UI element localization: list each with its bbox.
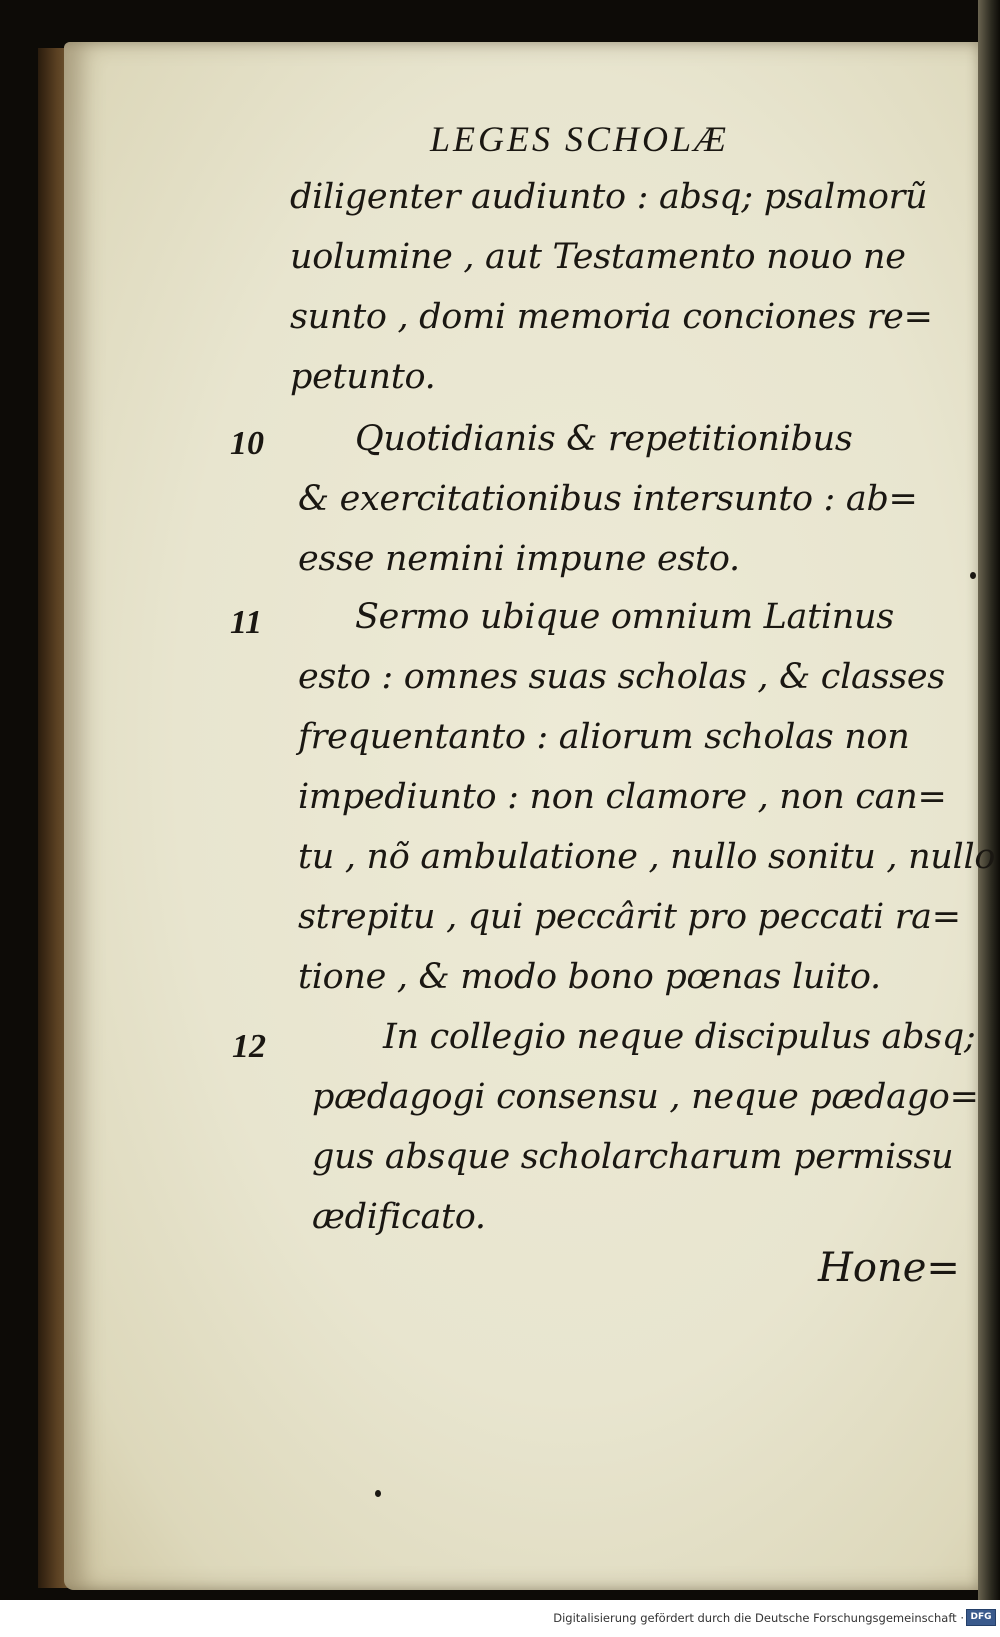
text-line: esto : omnes suas scholas , & classes xyxy=(298,657,945,697)
text-line: Quotidianis & repetitionibus xyxy=(355,419,853,459)
section-number: 11 xyxy=(230,604,263,641)
text-line: In collegio neque discipulus absq; xyxy=(383,1017,976,1057)
catchword: Hone= xyxy=(818,1245,960,1291)
section-number: 10 xyxy=(230,425,264,462)
text-line: esse nemini impune esto. xyxy=(298,539,740,579)
dfg-logo: DFG xyxy=(966,1609,996,1626)
text-line: ædificato. xyxy=(312,1197,486,1237)
section-number: 12 xyxy=(232,1028,266,1065)
text-line: sunto , domi memoria conciones re= xyxy=(290,297,933,337)
ink-fleck xyxy=(375,1490,381,1497)
text-line: frequentanto : aliorum scholas non xyxy=(298,717,910,757)
text-line: tione , & modo bono pœnas luito. xyxy=(298,957,881,997)
text-line: Sermo ubique omnium Latinus xyxy=(355,597,894,637)
text-line: uolumine , aut Testamento nouo ne xyxy=(290,237,906,277)
text-line: strepitu , qui peccârit pro peccati ra= xyxy=(298,897,961,937)
ink-fleck xyxy=(970,572,976,579)
text-line: pædagogi consensu , neque pædago= xyxy=(312,1077,979,1117)
text-line: tu , nõ ambulatione , nullo sonitu , nullo xyxy=(298,837,996,877)
text-line: & exercitationibus intersunto : ab= xyxy=(298,479,918,519)
text-line: gus absque scholarcharum permissu xyxy=(312,1137,954,1177)
text-line: petunto. xyxy=(290,357,436,397)
footer xyxy=(0,1600,1000,1637)
text-line: impediunto : non clamore , non can= xyxy=(298,777,947,817)
page-fold xyxy=(978,0,1000,1600)
text-line: diligenter audiunto : absq; psalmorũ xyxy=(290,177,928,217)
funding-credit: Digitalisierung gefördert durch die Deutsche Forschungsgemeinschaft · xyxy=(553,1611,964,1625)
running-head: LEGES SCHOLÆ xyxy=(430,119,730,159)
